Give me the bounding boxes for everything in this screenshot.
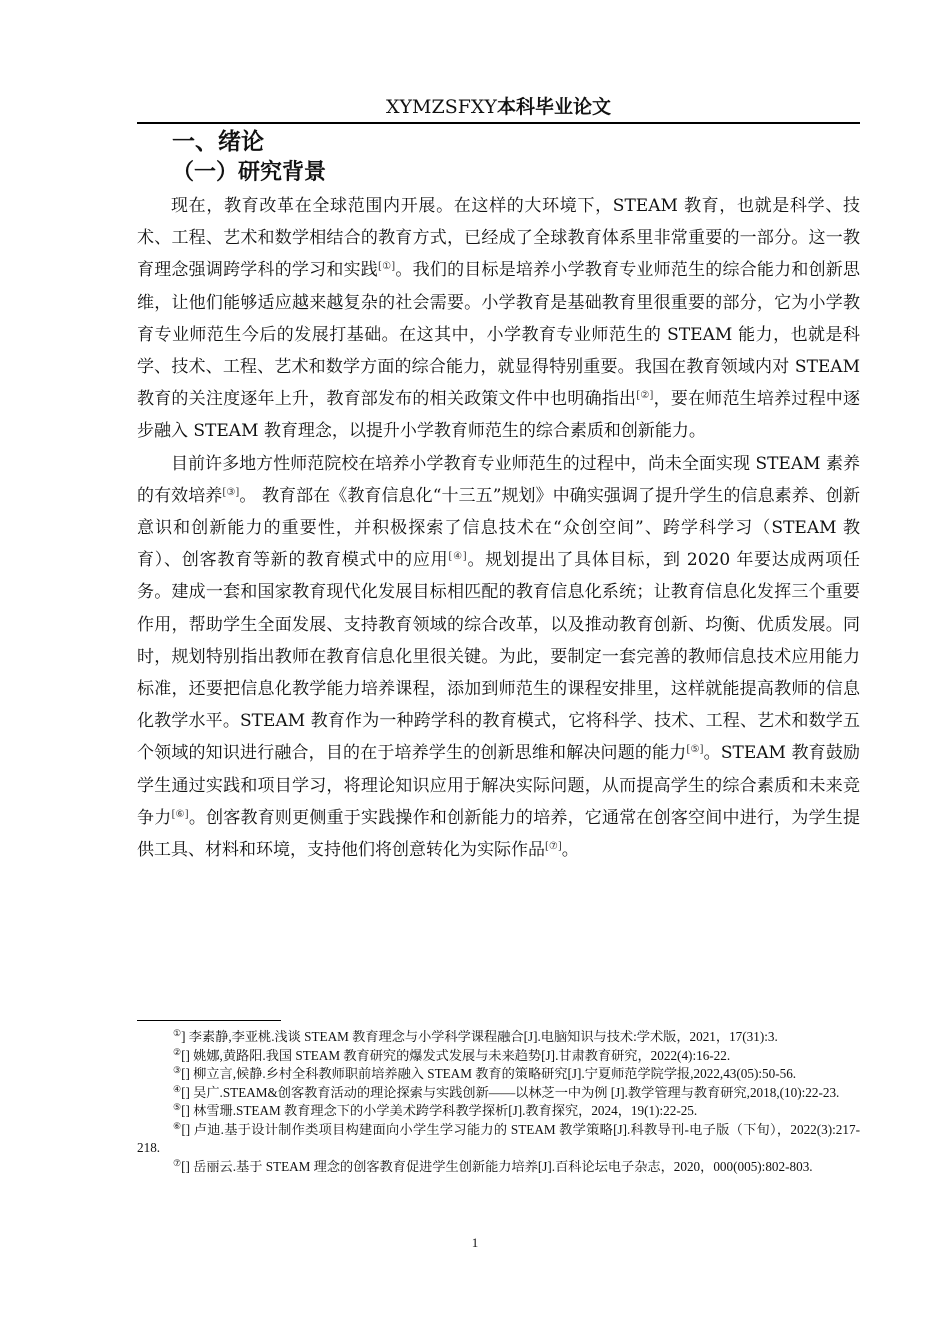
- text-run: 现在，教育改革在全球范围内开展。在这样的大环境下，STEAM 教育，也就是科学、技术、工程、艺术和数学相结合的教育方式，已经成了全球教育体系里非常重要的一部分。这一教育理念强调跨学科的学习和实践: [137, 196, 860, 281]
- footnote-item: [137, 1047, 860, 1066]
- body-text: [137, 190, 860, 866]
- text-run: 。STEAM 教育鼓励学生通过实践和项目学习，将理论知识应用于解决实际问题，从而提高学生的综合素质和未来竞争力: [137, 743, 860, 828]
- text-run: 。我们的目标是培养小学教育专业师范生的综合能力和创新思维，让他们能够适应越来越复杂的社会需要。小学教育是基础教育里很重要的部分，它为小学教育专业师范生今后的发展打基础。在这其中，小学教育专业师范生的 STEAM 能力，也就是科学、技术、工程、艺术和数学方面的综合能力，就显得特别重要。我国在教育领域内对 STEAM 教育的关注度逐年上升，教育部发布的相关政策文件中也明确指出: [137, 260, 861, 410]
- footnote-item: [137, 1158, 860, 1177]
- footnote-text: [] 柳立言,候静.乡村全科教师职前培养融入 STEAM 教育的策略研究[J].宁夏师范学院学报,2022,43(05):50-56.: [181, 1066, 797, 1081]
- chapter-heading: 一、绪论: [172, 129, 264, 155]
- footnote-mark: ⑤: [173, 1102, 182, 1112]
- text-run: 。规划提出了具体目标，到 2020 年要达成两项任务。建成一套和国家教育现代化发展目标相匹配的教育信息化系统；让教育信息化发挥三个重要作用，帮助学生全面发展、支持教育领域的综合改革，以及推动教育创新、均衡、优质发展。同时，规划特别指出教师在教育信息化里很关键。为此，要制定一套完善的教师信息技术应用能力标准，还要把信息化教学能力培养课程，添加到师范生的课程安排里，这样就能提高教师的信息化教学水平。STEAM 教育作为一种跨学科的教育模式，它将科学、技术、工程、艺术和数学五个领域的知识进行融合，目的在于培养学生的创新思维和解决问题的能力: [137, 550, 860, 764]
- footnote-text: [] 姚娜,黄路阳.我国 STEAM 教育研究的爆发式发展与未来趋势[J].甘肃教育研究，2022(4):16-22.: [181, 1047, 731, 1063]
- footnote-mark: ②: [173, 1046, 182, 1057]
- footnote-item: [137, 1065, 860, 1084]
- text-run: 目前许多地方性师范院校在培养小学教育专业师范生的过程中，尚未全面实现 STEAM 素养的有效培养: [137, 453, 860, 506]
- page-number: 1: [471, 1235, 479, 1250]
- citation-ref[interactable]: [⑥]: [171, 808, 189, 820]
- footnote-item: [137, 1121, 860, 1158]
- footnote-item: [137, 1028, 860, 1047]
- citation-ref[interactable]: [①]: [378, 261, 396, 273]
- text-run: 。: [561, 840, 579, 861]
- footnotes: [137, 1028, 860, 1176]
- header-title: 本科毕业论文: [496, 96, 611, 118]
- header-code: XYMZSFXY: [385, 96, 497, 118]
- paragraph-1: [137, 190, 860, 448]
- running-header: [137, 94, 860, 124]
- footnote-text: [] 岳丽云.基于 STEAM 理念的创客教育促进学生创新能力培养[J].百科论坛电子杂志，2020，000(005):802-803.: [181, 1158, 813, 1174]
- section-heading: （一）研究背景: [172, 160, 327, 185]
- paragraph-2: [137, 448, 860, 867]
- footnote-item: [137, 1084, 860, 1103]
- citation-ref[interactable]: [⑤]: [686, 744, 704, 756]
- footnote-item: [137, 1102, 860, 1121]
- text-run: 。 教育部在《教育信息化“十三五”规划》中确实强调了提升学生的信息素养、创新意识和创新能力的重要性，并积极探索了信息技术在“众创空间”、跨学科学习（STEAM 教育）、创客教育等新的教育模式中的应用: [137, 485, 860, 571]
- citation-ref[interactable]: [②]: [636, 390, 654, 402]
- footnote-mark: ⑦: [173, 1157, 182, 1168]
- text-run: ，要在师范生培养过程中逐步融入 STEAM 教育理念，以提升小学教育师范生的综合素质和创新能力。: [137, 389, 860, 442]
- citation-ref[interactable]: [⑦]: [545, 841, 562, 853]
- footnote-text: [] 吴广.STEAM&创客教育活动的理论探索与实践创新——以林芝一中为例 [J].教学管理与教育研究,2018,(10):22-23.: [181, 1084, 840, 1100]
- footnote-mark: ①: [173, 1028, 182, 1038]
- footnote-text: ] 李素静,李亚桃.浅谈 STEAM 教育理念与小学科学课程融合[J].电脑知识与技术:学术版，2021，17(31):3.: [181, 1029, 778, 1044]
- citation-ref[interactable]: [④]: [448, 551, 467, 563]
- footnote-text: [] 林雪珊.STEAM 教育理念下的小学美术跨学科教学探析[J].教育探究，2024，19(1):22-25.: [181, 1103, 698, 1118]
- footnote-mark: ⑥: [173, 1120, 182, 1131]
- citation-ref[interactable]: [③]: [222, 486, 240, 498]
- footnote-separator: [137, 1020, 281, 1021]
- footnote-mark: ③: [173, 1065, 182, 1075]
- footnote-mark: ④: [173, 1083, 182, 1094]
- footnote-text: [] 卢迪.基于设计制作类项目构建面向小学生学习能力的 STEAM 教学策略[J].科教导刊-电子版（下旬），2022(3):217-218.: [137, 1121, 860, 1155]
- text-run: 。创客教育则更侧重于实践操作和创新能力的培养，它通常在创客空间中进行，为学生提供工具、材料和环境，支持他们将创意转化为实际作品: [137, 807, 861, 861]
